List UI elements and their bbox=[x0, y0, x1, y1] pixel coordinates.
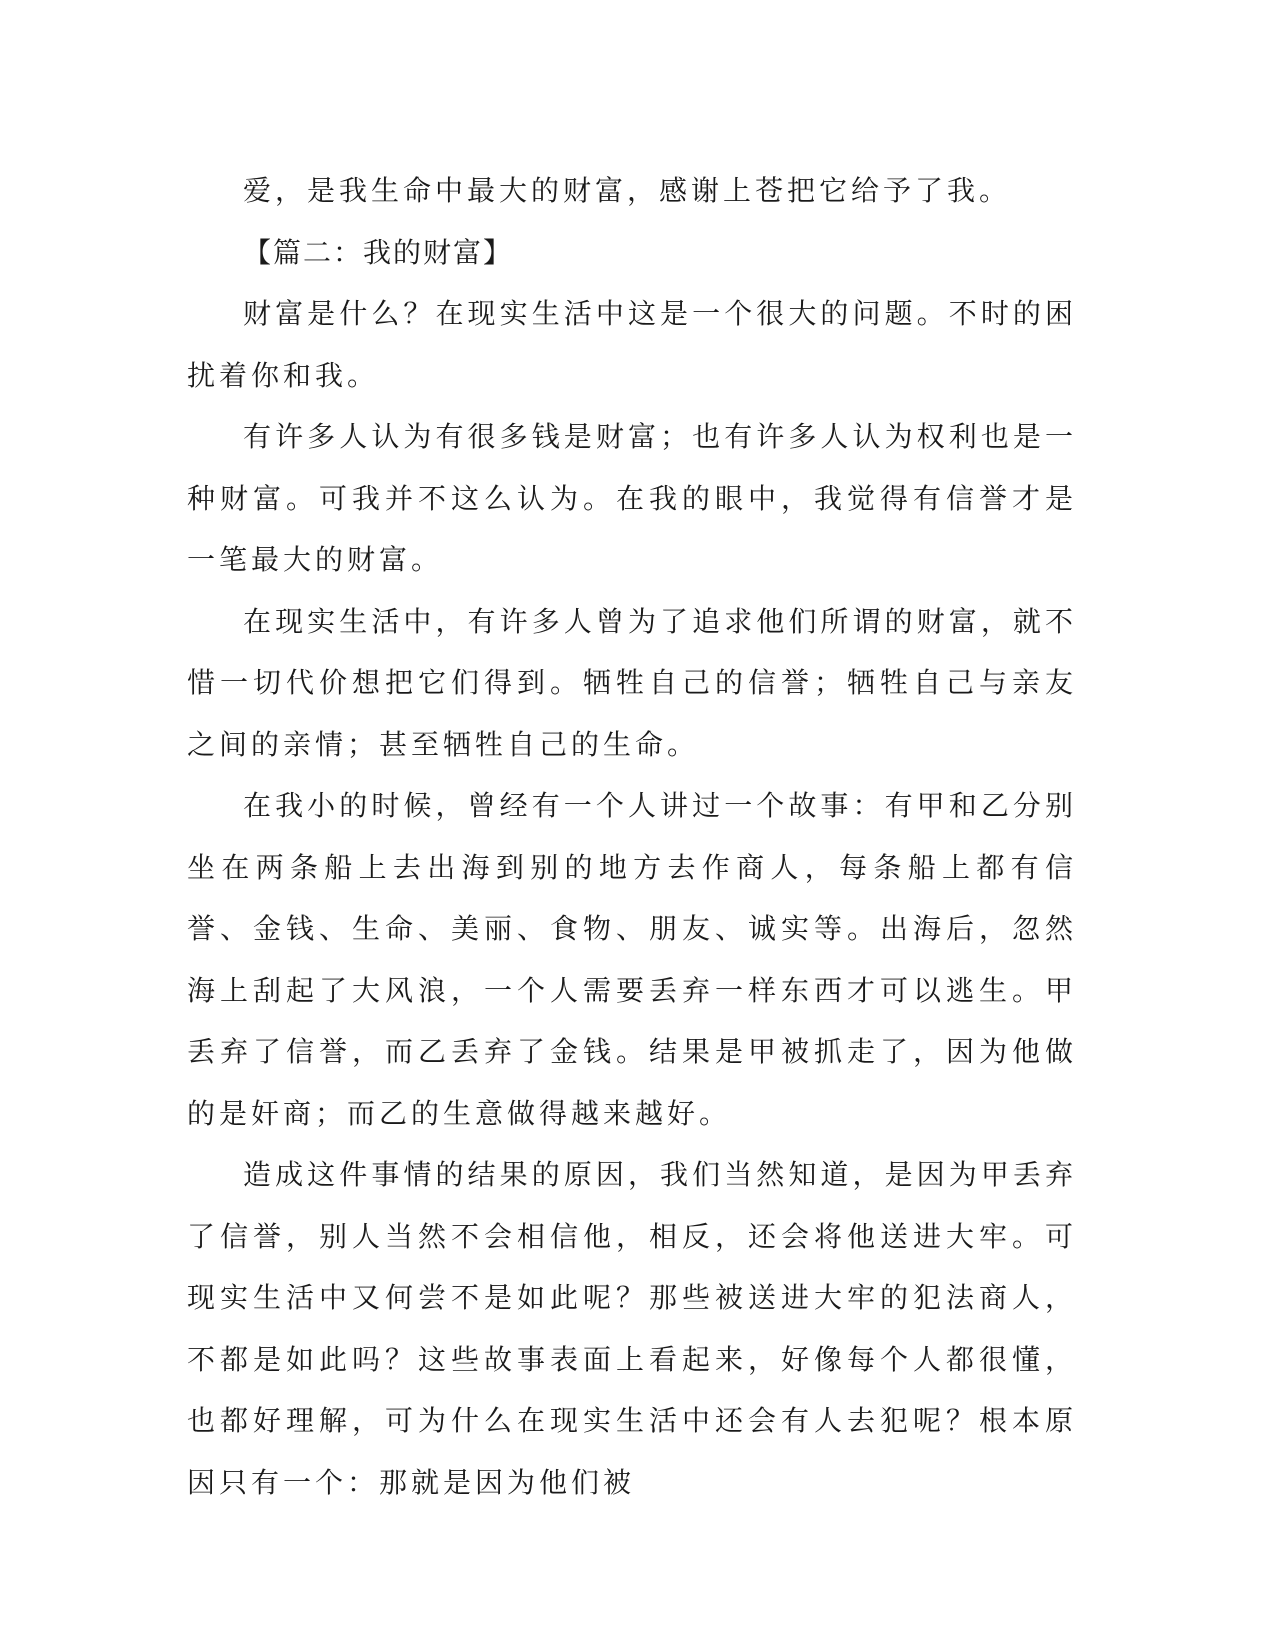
paragraph-5: 造成这件事情的结果的原因，我们当然知道，是因为甲丢弃了信誉，别人当然不会相信他，相反，还会将他送进大牢。可现实生活中又何尝不是如此呢？那些被送进大牢的犯法商人，不都是如此吗？这些故事表面上看起来，好像每个人都很懂，也都好理解，可为什么在现实生活中还会有人去犯呢？根本原因只有一个：那就是因为他们被 bbox=[187, 1158, 1077, 1499]
paragraph-3: 在现实生活中，有许多人曾为了追求他们所谓的财富，就不惜一切代价想把它们得到。牺牲自己的信誉；牺牲自己与亲友之间的亲情；甚至牺牲自己的生命。 bbox=[187, 604, 1077, 761]
document-body bbox=[187, 160, 1077, 1513]
paragraph-2: 有许多人认为有很多钱是财富；也有许多人认为权利也是一种财富。可我并不这么认为。在我的眼中，我觉得有信誉才是一笔最大的财富。 bbox=[187, 420, 1077, 576]
section-title: 【篇二：我的财富】 bbox=[243, 235, 514, 269]
paragraph-1: 财富是什么？在现实生活中这是一个很大的问题。不时的困扰着你和我。 bbox=[187, 297, 1077, 392]
closing-paragraph: 爱，是我生命中最大的财富，感谢上苍把它给予了我。 bbox=[243, 174, 1012, 207]
paragraph-4: 在我小的时候，曾经有一个人讲过一个故事：有甲和乙分别坐在两条船上去出海到别的地方去作商人，每条船上都有信誉、金钱、生命、美丽、食物、朋友、诚实等。出海后，忽然海上刮起了大风浪，一个人需要丢弃一样东西才可以逃生。甲丢弃了信誉，而乙丢弃了金钱。结果是甲被抓走了，因为他做的是奸商；而乙的生意做得越来越好。 bbox=[187, 789, 1077, 1130]
